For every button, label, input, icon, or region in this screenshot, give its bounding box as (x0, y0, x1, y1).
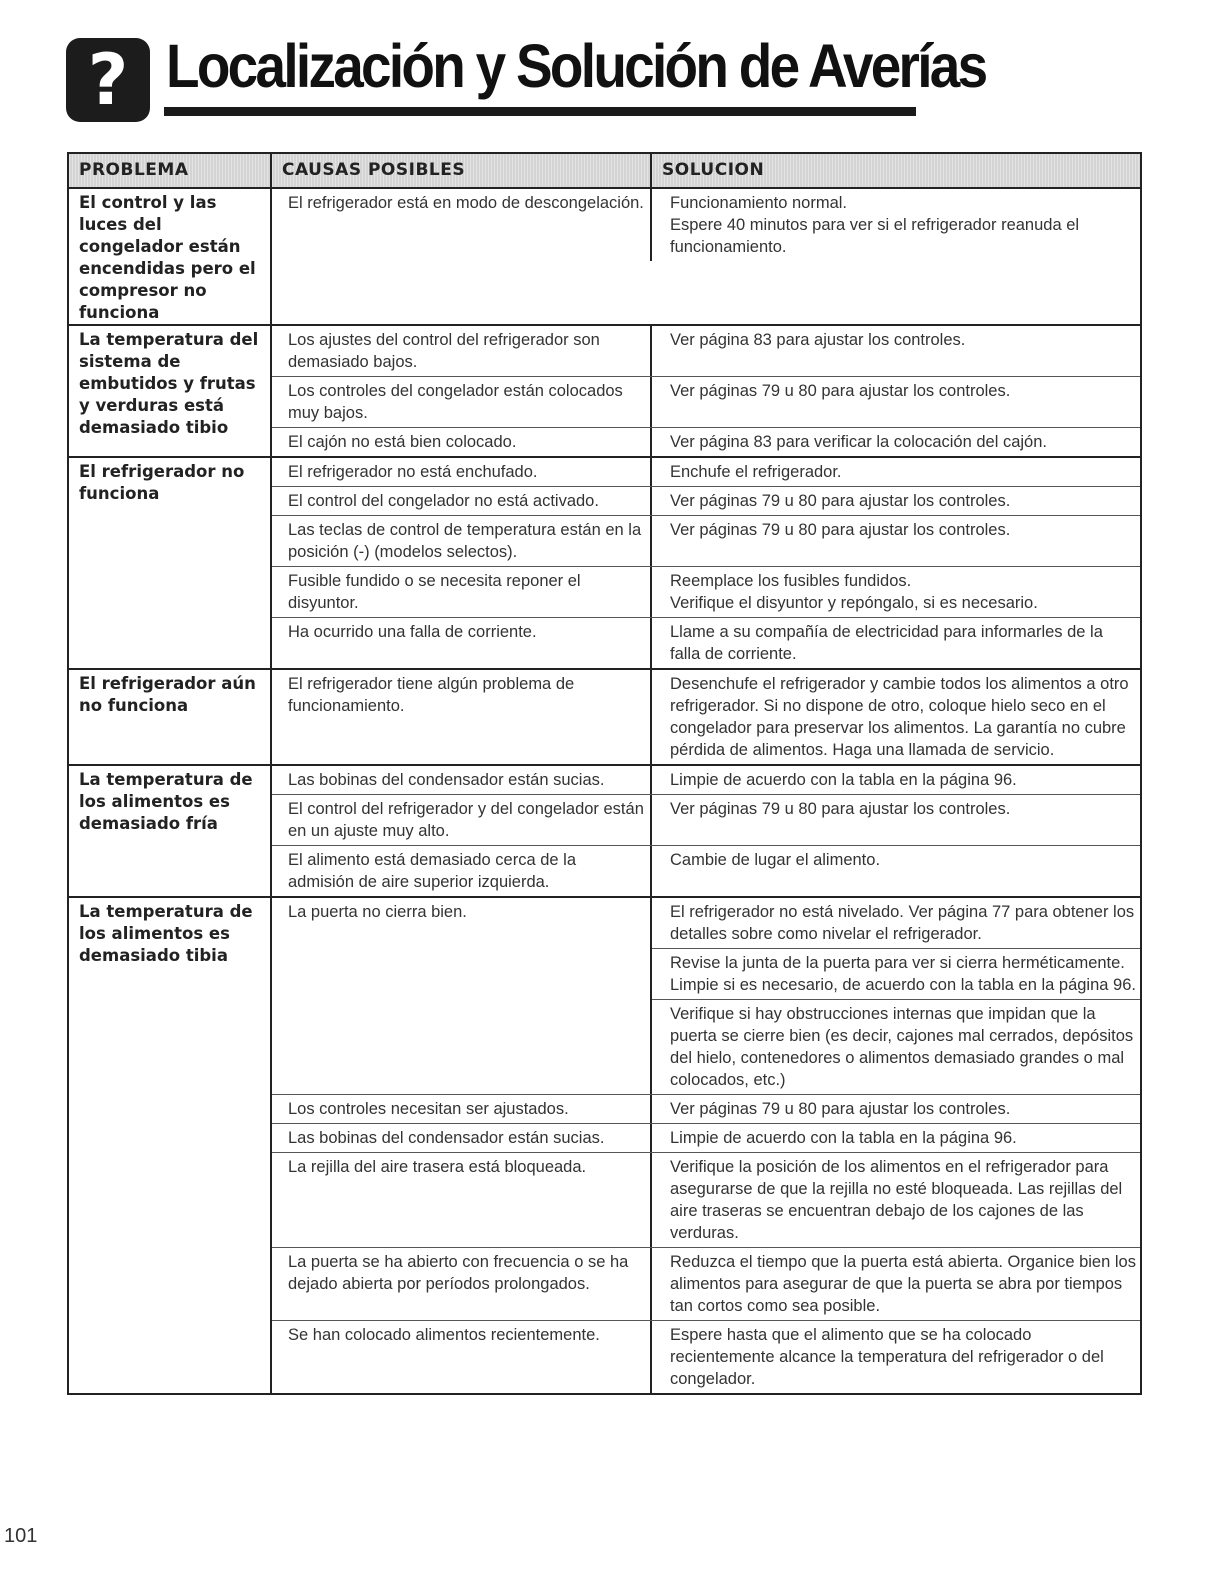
cause-cell: El alimento está demasiado cerca de la admisión de aire superior izquierda. (272, 846, 652, 896)
solution-cell: Limpie de acuerdo con la tabla en la página 96. (670, 771, 1017, 789)
solution-group (652, 189, 1140, 261)
solution-cell: Reduzca el tiempo que la puerta está abierta. Organice bien los alimentos para asegurar de que la puerta se abra por tiempos tan cortos como sea posible. (670, 1253, 1136, 1315)
title-underline (164, 107, 916, 116)
problem-label: El refrigerador aún no funciona (69, 670, 272, 764)
question-mark-glyph: ? (87, 39, 129, 121)
solution-group (652, 795, 1140, 845)
problem-section (69, 326, 1140, 458)
solution-cell: El refrigerador no está nivelado. Ver página 77 para obtener los detalles sobre como nivelar el refrigerador. (652, 898, 1140, 949)
problem-label: El control y las luces del congelador están encendidas pero el compresor no funciona (69, 189, 272, 324)
table-row (272, 428, 1140, 456)
problem-section (69, 670, 1140, 766)
table-row (272, 670, 1140, 764)
table-row (272, 618, 1140, 668)
cause-cell: Las bobinas del condensador están sucias. (272, 1124, 652, 1152)
solution-cell: Limpie de acuerdo con la tabla en la página 96. (670, 1129, 1017, 1147)
table-row (272, 846, 1140, 896)
cause-cell: Ha ocurrido una falla de corriente. (272, 618, 652, 668)
table-row (272, 1248, 1140, 1321)
table-row (272, 1321, 1140, 1393)
solution-group (652, 487, 1140, 515)
cause-cell: Los ajustes del control del refrigerador son demasiado bajos. (272, 326, 652, 376)
solution-cell: Ver página 83 para verificar la colocación del cajón. (670, 433, 1047, 451)
solution-cell: Ver páginas 79 u 80 para ajustar los controles. (670, 382, 1011, 400)
solution-cell: Llame a su compañía de electricidad para informarles de la falla de corriente. (670, 623, 1103, 663)
solution-group (652, 377, 1140, 427)
problem-label: La temperatura de los alimentos es demasiado fría (69, 766, 272, 896)
solution-group (652, 428, 1140, 456)
solution-cell: Desenchufe el refrigerador y cambie todos los alimentos a otro refrigerador. Si no dispone de otro, coloque hielo seco en el congelador para preservar los alimentos. La garantía no cubre pérdida de alimentos. Haga una llamada de servicio. (670, 675, 1129, 759)
solution-group (652, 766, 1140, 794)
solution-cell: Revise la junta de la puerta para ver si cierra herméticamente. Limpie si es necesario, de acuerdo con la tabla en la página 96. (652, 949, 1140, 1000)
cause-rows (272, 766, 1140, 896)
troubleshooting-table (67, 152, 1142, 1395)
solution-group (652, 326, 1140, 376)
solution-cell: Verifique la posición de los alimentos en el refrigerador para asegurarse de que la rejilla no esté bloqueada. Las rejillas del aire traseras se encuentran debajo de los cajones de las verduras. (670, 1158, 1123, 1242)
solution-group (652, 1248, 1140, 1320)
column-header-solucion: SOLUCION (652, 154, 1140, 187)
table-row (272, 1095, 1140, 1124)
problem-section (69, 458, 1140, 670)
cause-cell: El refrigerador está en modo de descongelación. (272, 189, 652, 261)
solution-cell: Verifique si hay obstrucciones internas que impidan que la puerta se cierre bien (es decir, cajones mal cerrados, depósitos del hielo, contenedores o alimentos demasiado grandes o mal colocados, etc.) (670, 1005, 1134, 1089)
table-row (272, 898, 1140, 1095)
problem-section (69, 898, 1140, 1393)
solution-group (652, 567, 1140, 617)
table-row (272, 189, 1140, 261)
cause-rows (272, 326, 1140, 456)
column-header-problema: PROBLEMA (69, 154, 272, 187)
problem-section (69, 766, 1140, 898)
solution-cell: Ver páginas 79 u 80 para ajustar los controles. (670, 521, 1011, 539)
cause-cell: El refrigerador no está enchufado. (272, 458, 652, 486)
page-number: 101 (4, 1525, 38, 1547)
cause-cell: El control del refrigerador y del congelador están en un ajuste muy alto. (272, 795, 652, 845)
page-title: Localización y Solución de Averías (166, 32, 986, 100)
solution-group (652, 670, 1140, 764)
cause-rows (272, 898, 1140, 1393)
table-row (272, 487, 1140, 516)
table-row (272, 326, 1140, 377)
cause-cell: La puerta no cierra bien. (272, 898, 652, 1094)
cause-cell: El refrigerador tiene algún problema de funcionamiento. (272, 670, 652, 764)
cause-cell: La rejilla del aire trasera está bloqueada. (272, 1153, 652, 1247)
cause-cell: Las bobinas del condensador están sucias. (272, 766, 652, 794)
solution-group (652, 618, 1140, 668)
solution-cell: Espere hasta que el alimento que se ha colocado recientemente alcance la temperatura del refrigerador o del congelador. (670, 1326, 1104, 1388)
solution-group (652, 1321, 1140, 1393)
problem-section (69, 189, 1140, 326)
solution-group (652, 1095, 1140, 1123)
solution-group (652, 1153, 1140, 1247)
solution-group (652, 516, 1140, 566)
table-header (69, 154, 1140, 189)
cause-cell: Los controles necesitan ser ajustados. (272, 1095, 652, 1123)
solution-cell: Ver páginas 79 u 80 para ajustar los controles. (670, 492, 1011, 510)
table-row (272, 1124, 1140, 1153)
table-body (69, 189, 1140, 1393)
table-row (272, 567, 1140, 618)
table-row (272, 766, 1140, 795)
problem-label: La temperatura del sistema de embutidos y frutas y verduras está demasiado tibio (69, 326, 272, 456)
cause-cell: Los controles del congelador están colocados muy bajos. (272, 377, 652, 427)
table-row (272, 795, 1140, 846)
solution-group (652, 1124, 1140, 1152)
solution-group (652, 846, 1140, 896)
cause-rows (272, 670, 1140, 764)
solution-cell: Funcionamiento normal. Espere 40 minutos para ver si el refrigerador reanuda el funcionamiento. (670, 194, 1080, 256)
solution-cell: Reemplace los fusibles fundidos. Verifique el disyuntor y repóngalo, si es necesario. (670, 572, 1038, 612)
solution-cell: Ver páginas 79 u 80 para ajustar los controles. (670, 1100, 1011, 1118)
column-header-causas: CAUSAS POSIBLES (272, 154, 652, 187)
table-row (272, 458, 1140, 487)
table-row (272, 1153, 1140, 1248)
table-row (272, 516, 1140, 567)
solution-group (652, 458, 1140, 486)
solution-cell: Ver páginas 79 u 80 para ajustar los controles. (670, 800, 1011, 818)
cause-cell: Fusible fundido o se necesita reponer el disyuntor. (272, 567, 652, 617)
cause-cell: Las teclas de control de temperatura están en la posición (-) (modelos selectos). (272, 516, 652, 566)
solution-cell: Cambie de lugar el alimento. (670, 851, 881, 869)
solution-cell: Ver página 83 para ajustar los controles. (670, 331, 966, 349)
solution-group (652, 898, 1140, 1094)
cause-cell: Se han colocado alimentos recientemente. (272, 1321, 652, 1393)
question-icon (66, 38, 150, 122)
cause-rows (272, 189, 1140, 324)
cause-cell: La puerta se ha abierto con frecuencia o se ha dejado abierta por períodos prolongados. (272, 1248, 652, 1320)
problem-label: La temperatura de los alimentos es demasiado tibia (69, 898, 272, 1393)
cause-cell: El control del congelador no está activado. (272, 487, 652, 515)
cause-rows (272, 458, 1140, 668)
problem-label: El refrigerador no funciona (69, 458, 272, 668)
solution-cell: Enchufe el refrigerador. (670, 463, 842, 481)
table-row (272, 377, 1140, 428)
cause-cell: El cajón no está bien colocado. (272, 428, 652, 456)
